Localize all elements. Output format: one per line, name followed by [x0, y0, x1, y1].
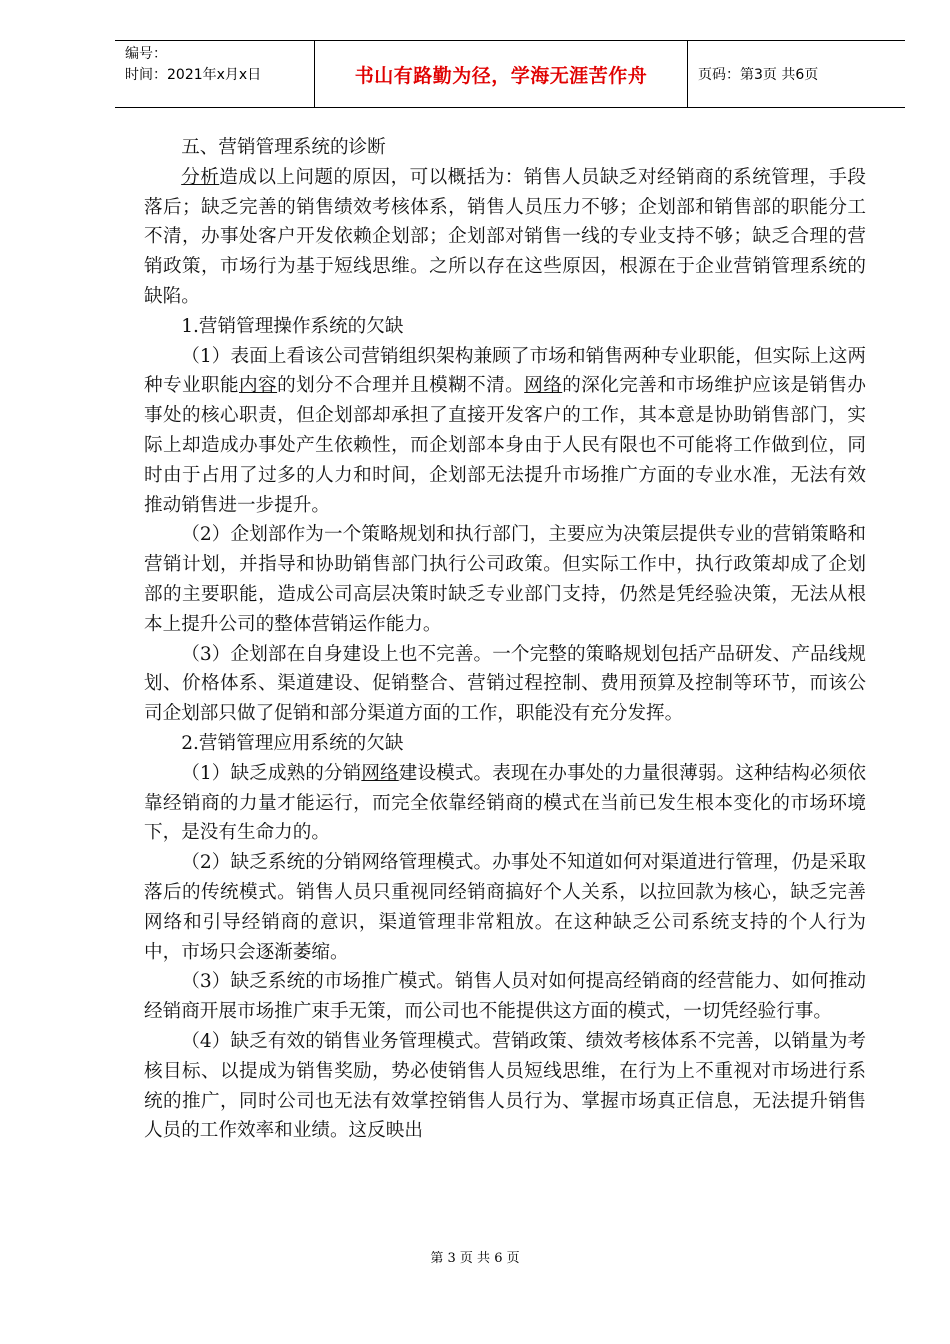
document-body [144, 133, 866, 1146]
header-motto: 书山有路勤为径，学海无涯苦作舟 [315, 41, 688, 107]
paragraph-item-1: （1）表面上看该公司营销组织架构兼顾了市场和销售两种专业职能，但实际上这两种专业职能内容的划分不合理并且模糊不清。网络的深化完善和市场维护应该是销售办事处的核心职责，但企划部却承担了直接开发客户的工作，其本意是协助销售部门，实际上却造成办事处产生依赖性，而企划部本身由于人民有限也不可能将工作做到位，同时由于占用了过多的人力和时间，企划部无法提升市场推广方面的专业水准，无法有效推动销售进一步提升。 [144, 345, 866, 516]
paragraph-item-2: （2）企划部作为一个策略规划和执行部门，主要应为决策层提供专业的营销策略和营销计划，并指导和协助销售部门执行公司政策。但实际工作中，执行政策却成了企划部的主要职能，造成公司高层决策时缺乏专业部门支持，仍然是凭经验决策，无法从根本上提升公司的整体营销运作能力。 [144, 524, 866, 635]
underlined-term: 网络 [361, 762, 399, 784]
header-meta-cell [115, 41, 315, 107]
page-header [115, 40, 905, 108]
paragraph-app-item-2: （2）缺乏系统的分销网络管理模式。办事处不知道如何对渠道进行管理，仍是采取落后的传统模式。销售人员只重视同经销商搞好个人关系，以拉回款为核心，缺乏完善网络和引导经销商的意识，渠道管理非常粗放。在这种缺乏公司系统支持的个人行为中，市场只会逐渐萎缩。 [144, 852, 866, 963]
paragraph-analysis: 分析造成以上问题的原因，可以概括为：销售人员缺乏对经销商的系统管理，手段落后；缺乏完善的销售绩效考核体系，销售人员压力不够；企划部和销售部的职能分工不清，办事处客户开发依赖企划部；企划部对销售一线的专业支持不够；缺乏合理的营销政策，市场行为基于短线思维。之所以存在这些原因，根源在于企业营销管理系统的缺陷。 [144, 166, 866, 307]
section-title: 五、营销管理系统的诊断 [181, 137, 386, 158]
paragraph-item-3: （3）企划部在自身建设上也不完善。一个完整的策略规划包括产品研发、产品线规划、价格体系、渠道建设、促销整合、营销过程控制、费用预算及控制等环节，而该公司企划部只做了促销和部分渠道方面的工作，职能没有充分发挥。 [144, 643, 866, 725]
header-page-number: 页码：第3页 共6页 [698, 67, 819, 83]
paragraph-app-item-3: （3）缺乏系统的市场推广模式。销售人员对如何提高经销商的经营能力、如何推动经销商开展市场推广束手无策，而公司也不能提供这方面的模式，一切凭经验行事。 [144, 971, 866, 1023]
underlined-term: 网络 [524, 375, 563, 397]
paragraph-app-item-1: （1）缺乏成熟的分销网络建设模式。表现在办事处的力量很薄弱。这种结构必须依靠经销商的力量才能运行，而完全依靠经销商的模式在当前已发生根本变化的市场环境下，是没有生命力的。 [144, 762, 866, 844]
underlined-term: 内容 [239, 375, 278, 397]
subheading-operation-system: 1.营销管理操作系统的欠缺 [181, 315, 404, 337]
document-time-label: 时间：2021年x月x日 [125, 67, 262, 83]
paragraph-app-item-4: （4）缺乏有效的销售业务管理模式。营销政策、绩效考核体系不完善，以销量为考核目标、以提成为销售奖励，势必使销售人员短线思维，在行为上不重视对市场进行系统的推广，同时公司也无法有效掌控销售人员行为、掌握市场真正信息，无法提升销售人员的工作效率和业绩。这反映出 [144, 1030, 866, 1142]
document-number-label: 编号： [125, 46, 167, 62]
underlined-term: 分析 [181, 166, 220, 188]
subheading-application-system: 2.营销管理应用系统的欠缺 [181, 732, 404, 754]
page-footer: 第 3 页 共 6 页 [430, 1251, 520, 1266]
